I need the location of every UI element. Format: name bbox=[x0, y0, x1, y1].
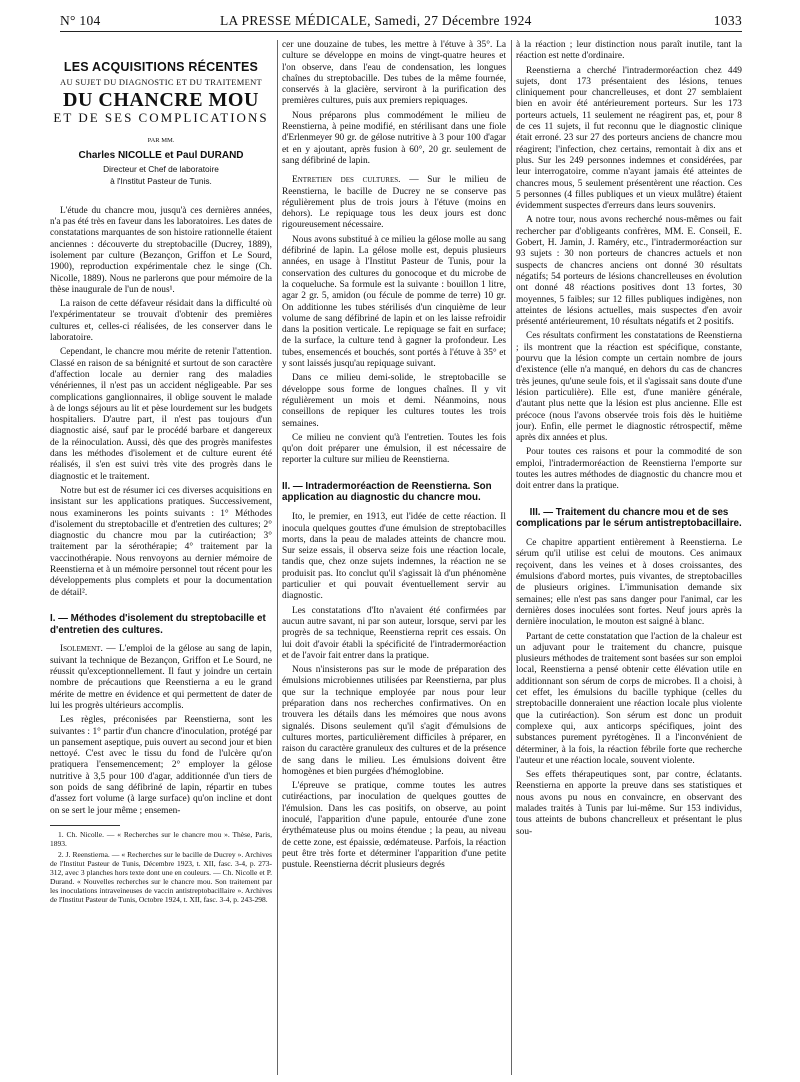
paragraph: La raison de cette défaveur résidait dans la difficulté où l'expérimentateur se trouvait d'obtenir des premières cultures et, celles-ci réalisées, de les conserver dans le laboratoire. bbox=[50, 299, 272, 344]
paragraph: L'étude du chancre mou, jusqu'à ces dernières années, n'a pas été très en faveur dans les laboratoires. Les dates de constatations marquantes de son histoire rationnelle étaient anciennes : découverte du streptobacille (Ducrey, 1889), isolement par culture (Bezançon, Griffon et Le Sourd, 1900), reproduction expérimentale chez le singe (Ch. Nicolle, 1889). Nous ne parlerons que pour mémoire de la thèse inaugurale de l'un de nous¹. bbox=[50, 205, 272, 295]
paragraph: Nous avons substitué à ce milieu la gélose molle au sang défibriné de lapin. La gélose molle est, depuis plusieurs années, en usage à l'Institut Pasteur de Tunis, pour la conservation des cultures du gonocoque et du microbe de la coqueluche. Sa formule est la suivante : bouillon 1 litre, agar 2 gr. 5, amidon (ou fécule de pomme de terre) 10 gr. On additionne les tubes stérilisés d'un cinquième de leur volume de sang défibriné de lapin et on les laisse refroidir dans la position verticale. Le repiquage se fait en surface; de la surface, la culture tend à gagner la profondeur. Les tubes, ensemencés et bouchés, sont portés à l'étuve à 35° et y sont laissés jusqu'au repiquage suivant. bbox=[282, 234, 506, 370]
footnote-rule bbox=[50, 825, 120, 826]
journal-title: LA PRESSE MÉDICALE, Samedi, 27 Décembre 1924 bbox=[220, 13, 532, 28]
paragraph: Pour toutes ces raisons et pour la commodité de son emploi, l'intradermoréaction de Reenstierna l'emporte sur toutes les autres méthodes de diagnostic du chancre mou et doit entrer dans la pratique. bbox=[516, 447, 742, 492]
paragraph: Dans ce milieu demi-solide, le streptobacille se développe sous forme de longues chaînes. Il y vit régulièrement un mois et demi. Néanmoins, nous conseillons de repiquer les cultures toutes les trois semaines. bbox=[282, 373, 506, 429]
paragraph: Ce milieu ne convient qu'à l'entretien. Toutes les fois qu'on doit préparer une émulsion, il est nécessaire de reporter la culture sur milieu de Reenstierna. bbox=[282, 432, 506, 466]
article-title-main: DU CHANCRE MOU bbox=[63, 88, 259, 111]
paragraph: Nous n'insisterons pas sur le mode de préparation des émulsions microbiennes utilisées par Reenstierna, par plus que sur la technique employée par nous pour leur préparation dans nos recherches confirmatives. On en trouvera les détails dans les mémoires que nous avons signalés. Disons seulement qu'il s'agit d'émulsions de cultures mortes, particulièrement difficiles à préparer, en raison du caractère granuleux des cultures et de la présence de sang dans le milieu. Les émulsions doivent être homogènes et bien purgées d'hémoglobine. bbox=[282, 665, 506, 777]
par-mm: PAR MM. bbox=[147, 137, 175, 145]
paragraph: Nous préparons plus commodément le milieu de Reenstierna, à peine modifié, en stérilisant dans une fiole d'Erlenmeyer 90 gr. de gélose nutritive à 3 pour 100 d'agar et en y ajoutant, après fusion à 60°, 20 gr. seulement de sang défibriné de lapin. bbox=[282, 110, 506, 166]
issue-number: N° 104 bbox=[60, 13, 101, 28]
author-affiliation: à l'Institut Pasteur de Tunis. bbox=[110, 175, 212, 186]
article-title-line1: LES ACQUISITIONS RÉCENTES bbox=[63, 60, 259, 74]
paragraph: Ce chapitre appartient entièrement à Reenstierna. Le sérum qu'il utilise est celui de moutons. Ces animaux reçoivent, dans les veines et à doses croissantes, des émulsions d'abord mortes, puis vivantes, de streptobacilles de plusieurs origines. L'immunisation demande six semaines; elle n'est pas sans danger pour l'animal, car les dernières doses inoculées sont fortes. Neuf jours après la dernière inoculation, le mouton est saigné à blanc. bbox=[516, 538, 742, 628]
section-heading-3: III. — Traitement du chancre mou et de ses complications par le sérum antistreptobacillaire. bbox=[516, 506, 742, 530]
paragraph: à la réaction ; leur distinction nous paraît inutile, tant la réaction est nette d'ordinaire. bbox=[516, 40, 742, 62]
paragraph bbox=[50, 644, 272, 712]
page-number: 1033 bbox=[713, 13, 742, 28]
column-divider bbox=[277, 40, 278, 1075]
paragraph: A notre tour, nous avons recherché nous-mêmes ou fait rechercher par d'obligeants confrères, MM. E. Conseil, E. Gobert, H. Jamin, J. Raméry, etc., l'intradermoréaction sur 93 sujets : 30 non porteurs de chancres actuels et non suspects de chancres anciens ont donné 30 résultats négatifs; 54 porteurs de lésions chancrelleuses en évolution ont donné 48 réactions positives dont 13 fortes, 30 moyennes, 5 faibles; sur 12 filles publiques indigènes, non atteintes de lésions actuelles, mais suspectes d'en avoir présenté antérieurement, 10 résultats négatifs et 2 positifs. bbox=[516, 215, 742, 328]
paragraph: Ses effets thérapeutiques sont, par contre, éclatants. Reenstierna en apporte la preuve dans ses statistiques et nous avons pu nous en convaincre, en observant des malades traités à Tunis par lui-même. Sur 153 individus, tous atteints de bubons chancrelleux et présentant le plus sou- bbox=[516, 770, 742, 837]
paragraph: L'épreuve se pratique, comme toutes les autres cutiréactions, par inoculation de quelques gouttes de l'émulsion. Dans les cas positifs, on observe, au point inoculé, l'apparition d'une papule, entourée d'une zone érythémateuse plus ou moins étendue ; la peau, au niveau de cette zone, est épaissie, œdémateuse. Parfois, la réaction peut être très forte et déterminer l'apparition d'une petite pustule. Reenstierna décrit plusieurs degrés bbox=[282, 781, 506, 871]
footnote: 2. J. Reenstierna. — « Recherches sur le bacille de Ducrey ». Archives de l'Institut Pasteur de Tunis, Décembre 1923, t. XII, fasc. 3-4, p. 273-312, avec 3 planches hors texte dont une en couleurs. — Ch. Nicolle et P. Durand. « Nouvelles recherches sur le chancre mou. Son traitement par les inoculations intraveineuses de vaccin antistreptobacillaire ». Archives de l'Institut Pasteur de Tunis, Octobre 1924, t. XII, fasc. 3-4, p. 243-298. bbox=[50, 849, 272, 904]
paragraph: Reenstierna a cherché l'intradermoréaction chez 449 sujets, dont 173 présentaient des lésions, tenues cliniquement pour chancrelleuses, et dont 27 semblaient bien en avoir été antérieurement porteurs. Sur les 173 porteurs actuels, 11 seulement ne réagirent pas, et, pour 8 de ces 11 sujets, il fut reconnu que le diagnostic clinique était erroné. 23 sur 27 des porteurs anciens de chancre mou réagirent; l'infection, chez certains, remontait à dix ans et plus. Sur les 249 personnes indemnes et considérées, par leur interrogatoire, comme n'ayant jamais été atteintes de chancres mous, 5 seulement présentèrent une réaction. Ces 5 personnes (4 filles publiques et un vieux mulâtre) étaient évidemment suspectes d'erreurs dans leurs souvenirs. bbox=[516, 65, 742, 212]
paragraph: cer une douzaine de tubes, les mettre à l'étuve à 35°. La culture se développe en moins de vingt-quatre heures et l'on observe, dans l'eau de condensation, les longues chaînes du streptobacille. Des tubes de la même fournée, conservés à la glacière, serviront à la purification des premières cultures, puis aux premiers repiquages. bbox=[282, 40, 506, 107]
paragraph: Ito, le premier, en 1913, eut l'idée de cette réaction. Il inocula quelques gouttes d'une émulsion de streptobacilles morts, dans la peau de malades atteints de chancre mou. Sur seize essais, il observa seize fois une réaction locale, tandis que, chez onze sujets indemnes, la réaction ne se produisit pas. Ito conclut qu'il s'agissait là d'un phénomène particulier et qui pouvait éventuellement servir au diagnostic. bbox=[282, 512, 506, 602]
run-in-heading: Entretien des cultures. bbox=[292, 175, 401, 186]
paragraph-text: — Sur le milieu de Reenstierna, le bacille de Ducrey ne se conserve pas régulièrement plus de trois jours à l'étuve (moins en dehors). Le repiquage tous les deux jours est donc rigoureusement nécessaire. bbox=[282, 175, 506, 231]
paragraph: Notre but est de résumer ici ces diverses acquisitions en insistant sur les applications pratiques. Successivement, nous examinerons les points suivants : 1° Méthodes d'isolement du streptobacille et d'entretien des cultures; 2° diagnostic du chancre mou par la cutiréaction; 3° traitement par la sérothérapie; 4° traitement par la vaccinothérapie. Nous renvoyons au dernier mémoire de Reenstierna et à un mémoire personnel tout récent pour les développements plus complets et pour la documentation de détail². bbox=[50, 485, 272, 598]
footnote: 1. Ch. Nicolle. — « Recherches sur le chancre mou ». Thèse, Paris, 1893. bbox=[50, 829, 272, 848]
paragraph: Cependant, le chancre mou mérite de retenir l'attention. Classé en raison de sa bénignité et surtout de son caractère d'affection locale au dernier rang des maladies vénériennes, il n'est pas un accident négligeable. Par ses complications ganglionnaires, il oblige souvent le malade à de longs séjours au lit et pèse lourdement sur les budgets hospitaliers. D'autre part, il n'est pas toujours d'un diagnostic aisé, sauf par le procédé barbare et dangereux de la réinoculation. Aussi, dès que des progrès manifestes dans les méthodes d'isolement et de culture eurent été réalisés, il s'en est suivi très vite des progrès dans le diagnostic et le traitement. bbox=[50, 347, 272, 482]
header-rule bbox=[60, 31, 742, 32]
author-affiliation: Directeur et Chef de laboratoire bbox=[103, 163, 219, 174]
column-3 bbox=[516, 40, 742, 1075]
column-2 bbox=[282, 40, 506, 1075]
run-in-heading: Isolement. bbox=[60, 644, 103, 655]
section-heading-2: II. — Intradermoréaction de Reenstierna. Son application au diagnostic du chancre mou. bbox=[282, 480, 492, 504]
paragraph: Partant de cette constatation que l'action de la chaleur est un adjuvant pour le traitement du chancre, puisque plusieurs méthodes de traitement sont basées sur son emploi local, Reenstierna a pensé obtenir cette élévation utile en additionnant son sérum de corps de microbes. Il a choisi, à cet effet, les émulsions du bacille typhique (celles du streptobacille donneraient une réaction locale plus violente que la cutiréaction). Son sérum est donc un produit complexe qui, aux anticorps spécifiques, joint des substances purement pyrétogènes. Il a l'inconvénient de déterminer, à la fois, la réaction fébrile forte que recherche l'auteur et une réaction locale, souvent violente. bbox=[516, 631, 742, 766]
section-heading-1: I. — Méthodes d'isolement du streptobacille et d'entretien des cultures. bbox=[50, 612, 266, 636]
column-divider bbox=[511, 40, 512, 1075]
paragraph: Ces résultats confirment les constatations de Reenstierna ; ils montrent que la réaction est spécifique, constante, pourvu que la lésion compte un certain nombre de jours d'existence (elle n'a manqué, en dehors du cas de chancres très jeunes, qu'une seule fois, et il s'agissait sans doute d'une lésion particulière). Elle est, d'une manière générale, d'autant plus nette que la lésion est plus ancienne. Elle est précoce (nous l'avons observée trois fois dès le huitième jour). Enfin, elle permet le diagnostic rétrospectif, même après dix années et plus. bbox=[516, 331, 742, 444]
article-subtitle: ET DE SES COMPLICATIONS bbox=[53, 109, 269, 125]
paragraph: Les règles, préconisées par Reenstierna, sont les suivantes : 1° partir d'un chancre d'inoculation, protégé par un pansement aseptique, puis ouvert au second jour et bien nettoyé. C'est avec le tissu du fond de l'ulcère qu'on pratiquera l'ensemencement; 2° employer la gélose nutritive à 3,5 pour 100 d'agar, additionnée d'un tiers de son poids de sang défibriné de lapin, répartir en tubes d'assez fort volume (à large surface) qu'on incline et dont on se sert le jour même ; ensemen- bbox=[50, 715, 272, 816]
article-title-line2: AU SUJET DU DIAGNOSTIC ET DU TRAITEMENT bbox=[60, 77, 262, 88]
paragraph: Les constatations d'Ito n'avaient été confirmées par aucun autre savant, ni par son auteur, lorsque, servi par les progrès de sa technique, Reenstierna reprit ces essais. On lui doit d'avoir établi la spécificité de l'intradermoréaction et de l'avoir fait entrer dans la pratique. bbox=[282, 605, 506, 661]
paragraph-text: — L'emploi de la gélose au sang de lapin, suivant la technique de Bezançon, Griffon et Le Sourd, ne réussit qu'exceptionnellement. Il faut y joindre un certain nombre de précautions que Reenstierna a eu le grand mérite de mettre en évidence et qui permettent de dater de lui les progrès ultérieurs accomplis. bbox=[50, 644, 272, 711]
paragraph bbox=[282, 175, 506, 231]
running-head bbox=[60, 8, 742, 30]
column-1 bbox=[50, 40, 272, 1075]
article-authors: Charles NICOLLE et Paul DURAND bbox=[78, 150, 244, 162]
